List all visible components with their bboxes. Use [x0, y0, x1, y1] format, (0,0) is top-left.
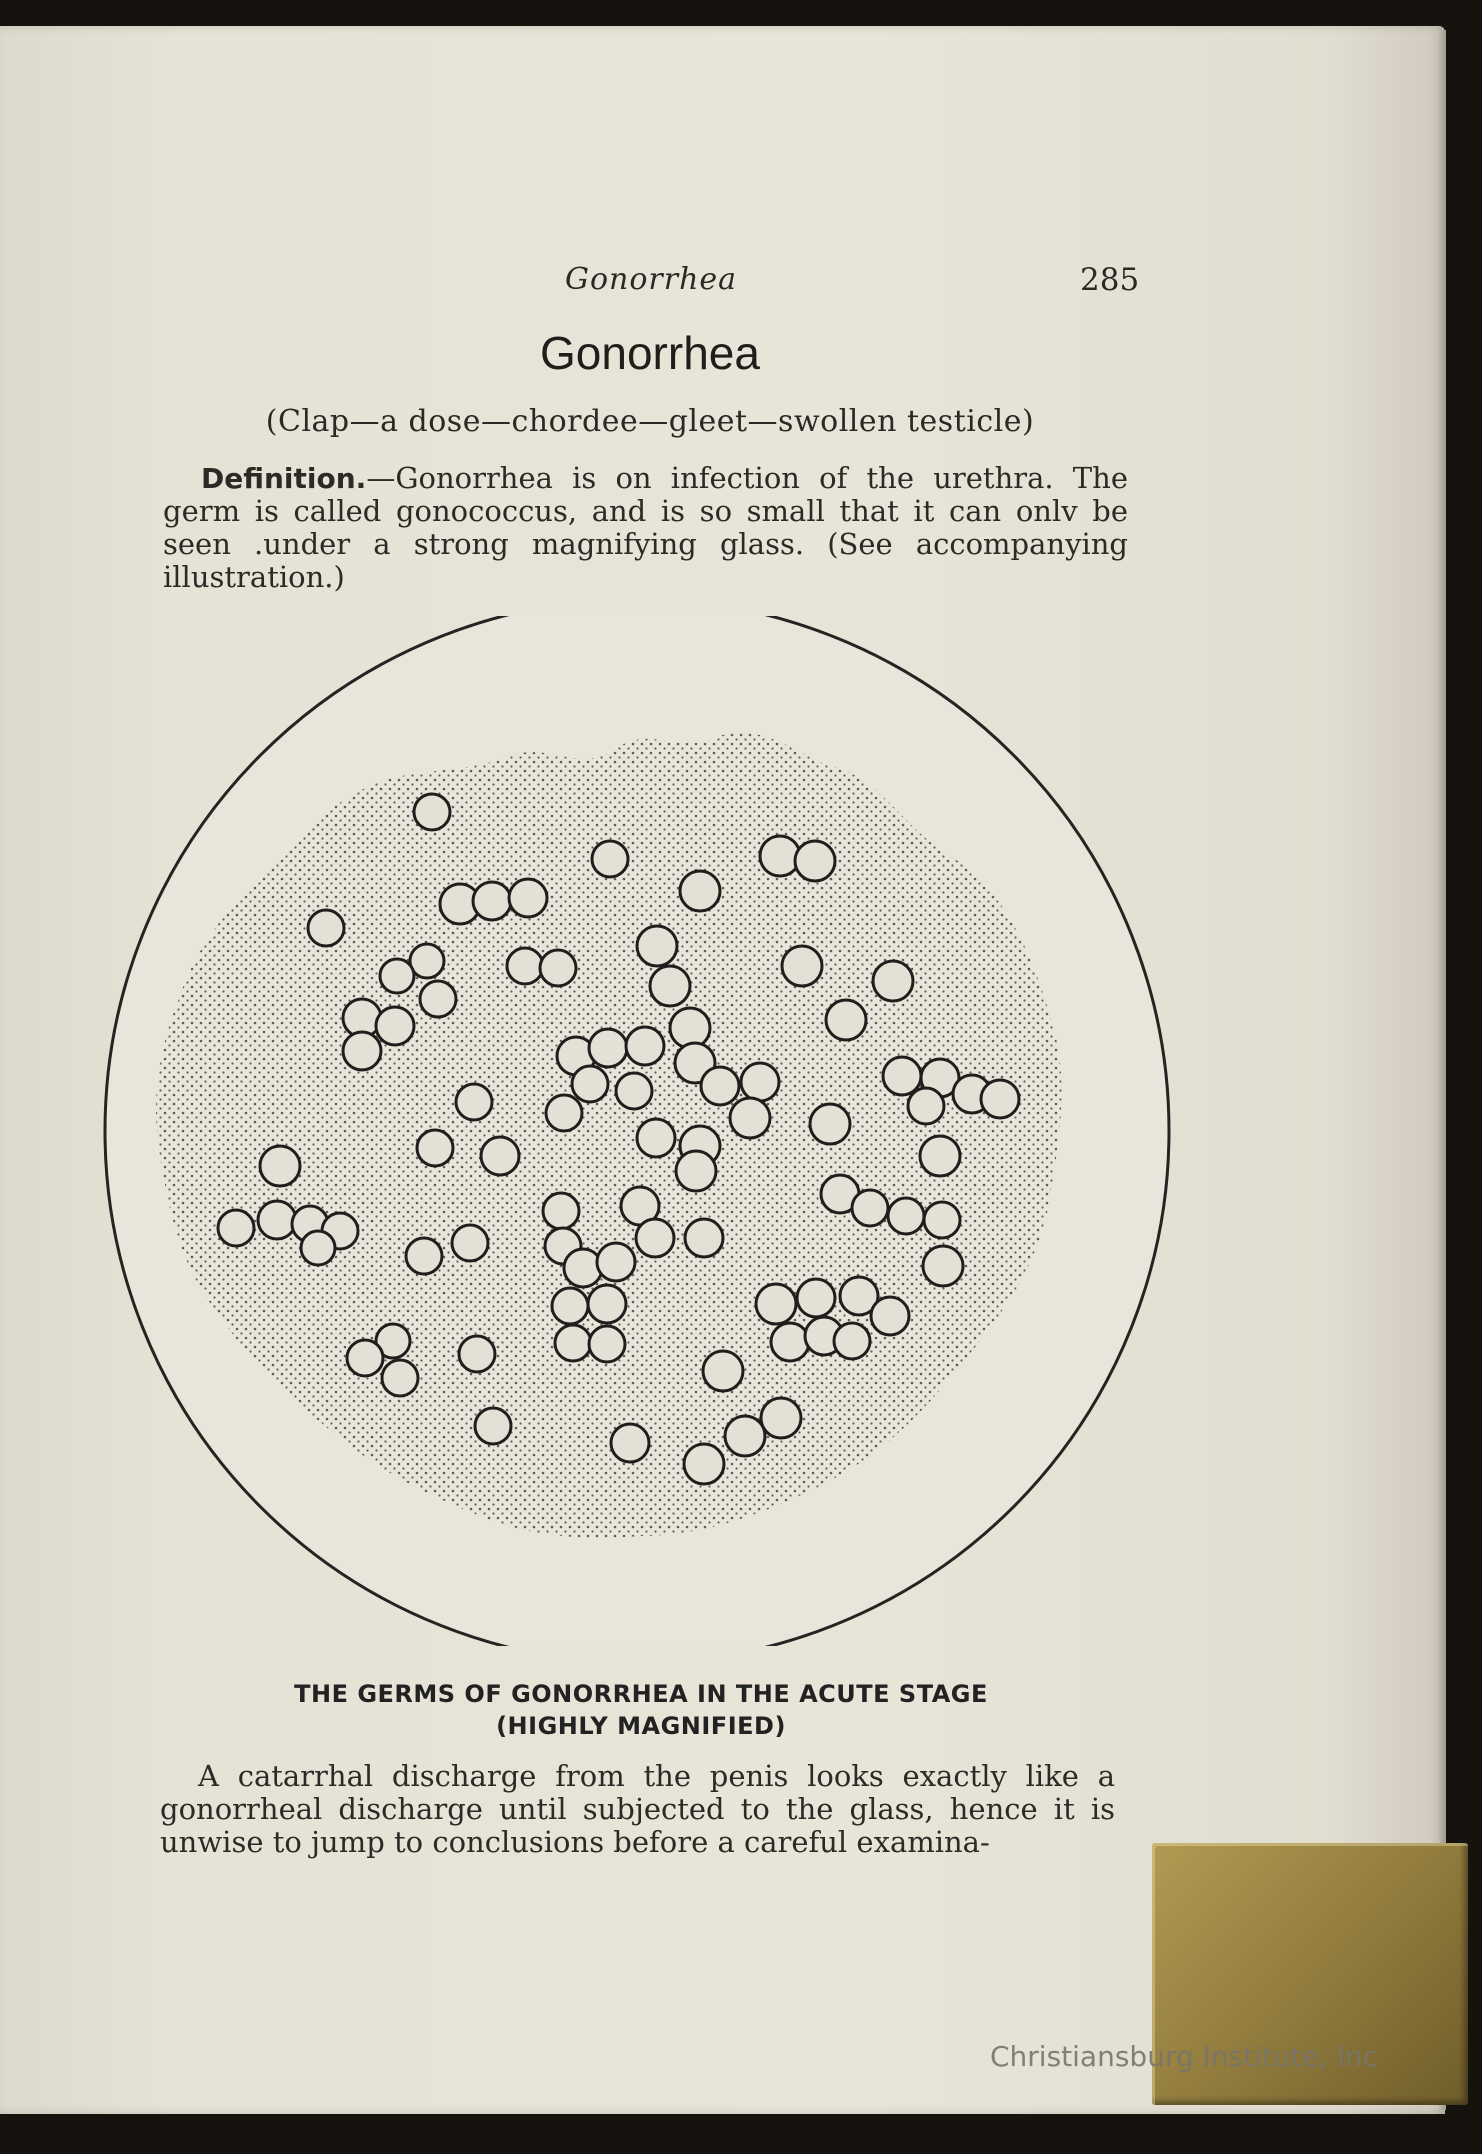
running-header	[0, 262, 1445, 302]
figure-caption	[0, 1678, 1282, 1742]
caption-line-1: THE GERMS OF GONORRHEA IN THE ACUTE STAGE	[294, 1680, 988, 1708]
microscope-illustration	[100, 616, 1175, 1646]
chapter-subtitle: (Clap—a dose—chordee—gleet—swollen testicle)	[265, 404, 1035, 439]
definition-paragraph	[163, 462, 1128, 594]
page-edge	[1436, 30, 1446, 2110]
book-page	[0, 26, 1445, 2114]
running-title: Gonorrhea	[565, 262, 738, 297]
definition-term: Definition.	[201, 462, 367, 495]
watermark: Christiansburg Institute, Inc	[990, 2040, 1379, 2073]
page-number: 285	[1080, 262, 1140, 298]
chapter-title-text: Gonorrhea	[540, 327, 760, 379]
chapter-title	[0, 326, 1300, 380]
body-paragraph: A catarrhal discharge from the penis looks exactly like a gonorrheal discharge until subjected to the glass, hence it is unwise to jump to conclusions before a careful examina-	[160, 1759, 1115, 1859]
caption-line-2: (HIGHLY MAGNIFIED)	[496, 1712, 786, 1740]
definition-text: —Gonorrhea is on infection of the urethra. The germ is called gonococcus, and is so small that it can onlv be seen .under a strong magnifying glass. (See accompanying illustration.)	[163, 461, 1128, 594]
